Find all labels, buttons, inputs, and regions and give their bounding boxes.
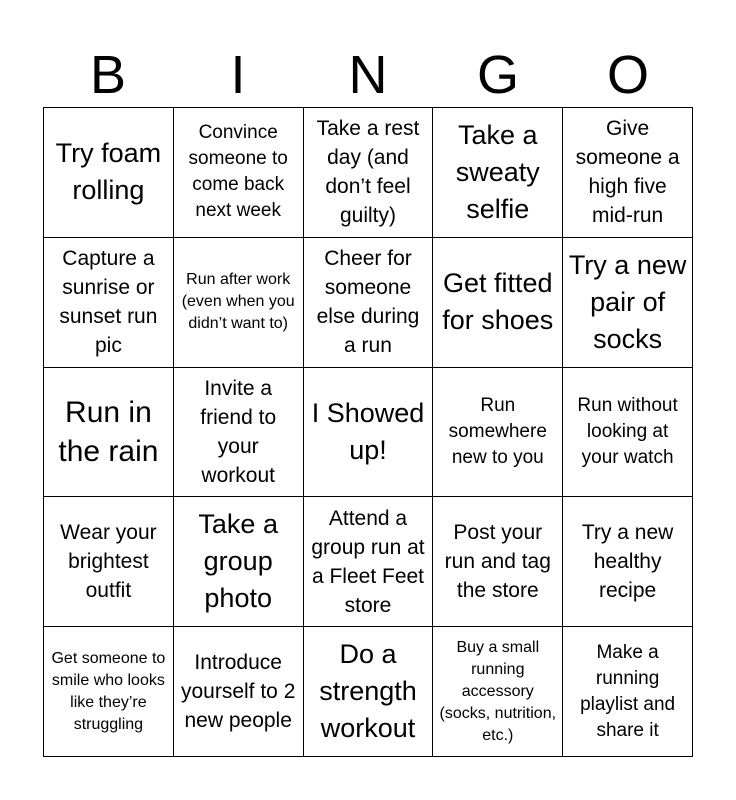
bingo-square[interactable] <box>433 108 563 238</box>
square-text: Take a sweaty selfie <box>455 119 540 224</box>
square-text: Give someone a high five mid-run <box>575 117 680 228</box>
square-text: Try foam rolling <box>55 138 162 206</box>
bingo-square[interactable] <box>44 368 174 498</box>
header-letter-b: B <box>89 45 127 105</box>
square-text: Invite a friend to your workout <box>200 376 277 487</box>
square-text: Make a running playlist and share it <box>580 641 676 741</box>
square-text: Run somewhere new to you <box>448 394 547 468</box>
bingo-square[interactable] <box>433 497 563 627</box>
bingo-square[interactable] <box>174 627 304 757</box>
square-text: Wear your brightest outfit <box>60 521 157 603</box>
square-text: Run after work (even when you didn’t want to) <box>181 271 295 333</box>
header-letter-i: I <box>230 45 246 105</box>
bingo-square[interactable] <box>563 108 693 238</box>
bingo-square[interactable] <box>44 238 174 368</box>
square-text: Cheer for someone else during a run <box>316 247 420 358</box>
square-text: Convince someone to come back next week <box>188 122 288 222</box>
bingo-square[interactable] <box>563 368 693 498</box>
square-text: Take a rest day (and don’t feel guilty) <box>316 117 420 228</box>
bingo-square[interactable] <box>563 238 693 368</box>
header-letter-g: G <box>476 45 519 105</box>
bingo-square[interactable] <box>44 627 174 757</box>
header-letter-o: O <box>606 45 649 105</box>
bingo-square[interactable] <box>44 497 174 627</box>
square-text: Get someone to smile who looks like they’re struggling <box>51 649 166 733</box>
bingo-square[interactable] <box>304 108 434 238</box>
square-text: Introduce yourself to 2 new people <box>180 651 296 733</box>
square-text: Run without looking at your watch <box>577 394 678 468</box>
bingo-square[interactable] <box>174 368 304 498</box>
bingo-square[interactable] <box>433 368 563 498</box>
bingo-square[interactable] <box>563 497 693 627</box>
square-text: Do a strength workout <box>319 639 417 744</box>
bingo-square-free[interactable] <box>304 368 434 498</box>
square-text: Attend a group run at a Fleet Feet store <box>311 506 425 617</box>
bingo-card <box>43 107 693 757</box>
bingo-square[interactable] <box>433 627 563 757</box>
bingo-square[interactable] <box>433 238 563 368</box>
square-text: Buy a small running accessory (socks, nutrition, etc.) <box>439 638 557 744</box>
bingo-square[interactable] <box>174 108 304 238</box>
bingo-square[interactable] <box>304 238 434 368</box>
square-text: Try a new pair of socks <box>568 249 687 354</box>
square-text: Post your run and tag the store <box>444 521 551 603</box>
square-text: Take a group photo <box>198 509 278 614</box>
bingo-square[interactable] <box>304 497 434 627</box>
bingo-square[interactable] <box>174 238 304 368</box>
header-letter-n: N <box>348 45 388 105</box>
bingo-square[interactable] <box>563 627 693 757</box>
bingo-header <box>43 44 693 106</box>
square-text: Try a new healthy recipe <box>581 521 674 603</box>
bingo-square[interactable] <box>304 627 434 757</box>
square-text: Run in the rain <box>58 395 159 468</box>
square-text: Get fitted for shoes <box>442 268 554 336</box>
square-text: Capture a sunrise or sunset run pic <box>59 247 158 358</box>
bingo-square[interactable] <box>44 108 174 238</box>
square-text: I Showed up! <box>311 397 425 465</box>
bingo-square[interactable] <box>174 497 304 627</box>
